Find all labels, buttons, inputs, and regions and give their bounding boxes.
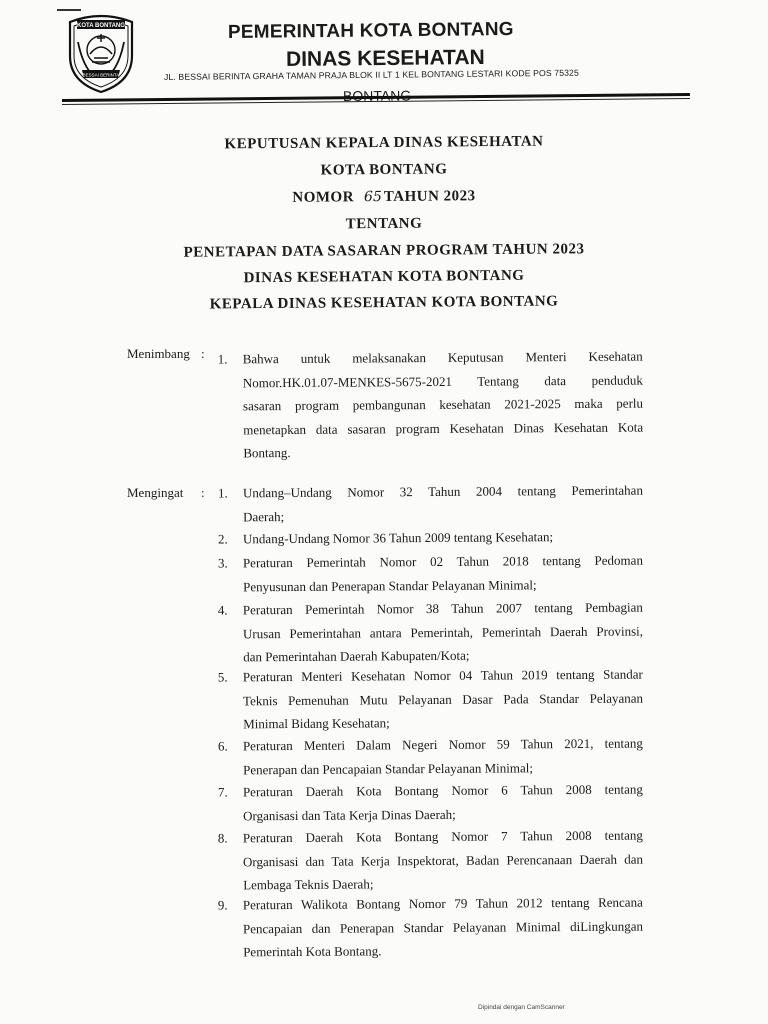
mengingat-item-number: 8. [217,830,228,846]
decree-title-line2: KOTA BONTANG [320,161,448,179]
office-address: JL. BESSAI BERINTA GRAHA TAMAN PRAJA BLOK II LT 1 KEL BONTANG LESTARI KODE POS 75325 [163,67,579,82]
mengingat-item-line: dan Pemerintahan Daerah Kabupaten/Kota; [243,647,470,665]
decree-agency: DINAS KESEHATAN KOTA BONTANG [243,267,525,287]
menimbang-item-line: Bontang. [243,444,291,461]
scanner-note: Dipindai dengan CamScanner [478,1004,565,1011]
mengingat-item-line: Undang–Undang Nomor 32 Tahun 2004 tentang Pemerintahan [242,482,643,501]
mengingat-item-line: Minimal Bidang Kesehatan; [243,715,390,732]
mengingat-colon: : [201,485,205,500]
decree-tentang: TENTANG [345,215,423,233]
mengingat-item-line: Teknis Pemenuhan Mutu Pelayanan Dasar Pada Standar Pelayanan [242,690,644,708]
menimbang-item [218,345,649,465]
government-name: PEMERINTAH KOTA BONTANG [227,19,514,43]
city-emblem-logo [64,12,138,94]
mengingat-item-number: 5. [217,669,228,685]
mengingat-item [218,890,648,964]
menimbang-item-line: sasaran program pembangunan kesehatan 2021-2025 maka perlu [242,395,644,414]
mengingat-item [218,731,648,781]
decree-number-handwritten: 65 [363,189,382,206]
mengingat-item-line: Peraturan Menteri Dalam Negeri Nomor 59 Tahun 2021, tentang [242,735,643,754]
mengingat-item-line: Peraturan Daerah Kota Bontang Nomor 7 Tahun 2008 tentang [242,827,643,846]
mengingat-item-line: Peraturan Daerah Kota Bontang Nomor 6 Tahun 2008 tentang [242,781,643,800]
mengingat-item [218,524,648,551]
menimbang-colon: : [201,346,205,361]
mengingat-item-line: Peraturan Pemerintah Nomor 02 Tahun 2018 tentang Pedoman [242,552,643,571]
mengingat-item-number: 9. [217,897,228,913]
menimbang-item-line: Bahwa untuk melaksanakan Keputusan Menteri Kesehatan [242,348,643,367]
menimbang-item-number: 1. [217,351,228,367]
decree-number [0,186,768,210]
mengingat-item-line: Peraturan Menteri Kesehatan Nomor 04 Tahun 2019 tentang Standar [242,666,643,685]
menimbang-item-line: menetapkan data sasaran program Kesehatan Dinas Kesehatan Kota [243,419,644,437]
decree-title-line1: KEPUTUSAN KEPALA DINAS KESEHATAN [224,133,544,153]
mengingat-item-number: 3. [217,555,228,571]
mengingat-item [218,823,648,897]
decree-number-prefix: NOMOR [292,189,355,206]
mengingat-item-line: Penerapan dan Pencapaian Standar Pelayanan Minimal; [243,759,534,777]
mengingat-item [218,662,648,736]
mengingat-item-number: 1. [217,485,228,501]
mengingat-item-number: 7. [217,784,228,800]
mengingat-item-line: Lembaga Teknis Daerah; [243,876,374,893]
mengingat-item [218,777,648,827]
mengingat-item-number: 6. [217,738,228,754]
mengingat-item-line: Pencapaian dan Penerapan Standar Pelayanan Minimal diLingkungan [242,918,644,936]
mengingat-item-number: 2. [217,531,228,547]
mengingat-label: Mengingat [127,485,184,500]
decree-subject: PENETAPAN DATA SASARAN PROGRAM TAHUN 2023 [183,241,585,261]
mengingat-item-line: Peraturan Pemerintah Nomor 38 Tahun 2007 tentang Pembagian [242,599,643,618]
decree-issuer: KEPALA DINAS KESEHATAN KOTA BONTANG [209,293,559,313]
mengingat-item [218,478,648,528]
mengingat-item-line: Pemerintah Kota Bontang. [243,943,382,960]
letterhead [0,0,768,110]
menimbang-label: Menimbang [127,346,190,361]
mengingat-item-line: Organisasi dan Tata Kerja Inspektorat, Badan Perencanaan Daerah dan [242,851,644,869]
mengingat-item [218,548,648,598]
decree-number-suffix: TAHUN 2023 [383,188,476,206]
mengingat-item-line: Undang-Undang Nomor 36 Tahun 2009 tentang Kesehatan; [242,529,554,547]
mengingat-item [218,595,648,669]
mengingat-item-line: Penyusunan dan Penerapan Standar Pelayanan Minimal; [243,576,537,594]
mengingat-item-number: 4. [217,602,228,618]
emblem-label-top: KOTA BONTANG [77,23,125,29]
mengingat-item-line: Urusan Pemerintahan antara Pemerintah, Pemerintah Daerah Provinsi, [242,623,644,641]
emblem-label-bottom: BESSAI BERINTA [82,72,120,78]
menimbang-item-line: Nomor.HK.01.07-MENKES-5675-2021 Tentang data penduduk [242,372,643,390]
agency-name: DINAS KESEHATAN [285,45,485,71]
mengingat-item-line: Peraturan Walikota Bontang Nomor 79 Tahun 2012 tentang Rencana [242,894,643,913]
mengingat-item-line: Organisasi dan Tata Kerja Dinas Daerah; [243,806,456,823]
mengingat-item-line: Daerah; [243,508,285,524]
